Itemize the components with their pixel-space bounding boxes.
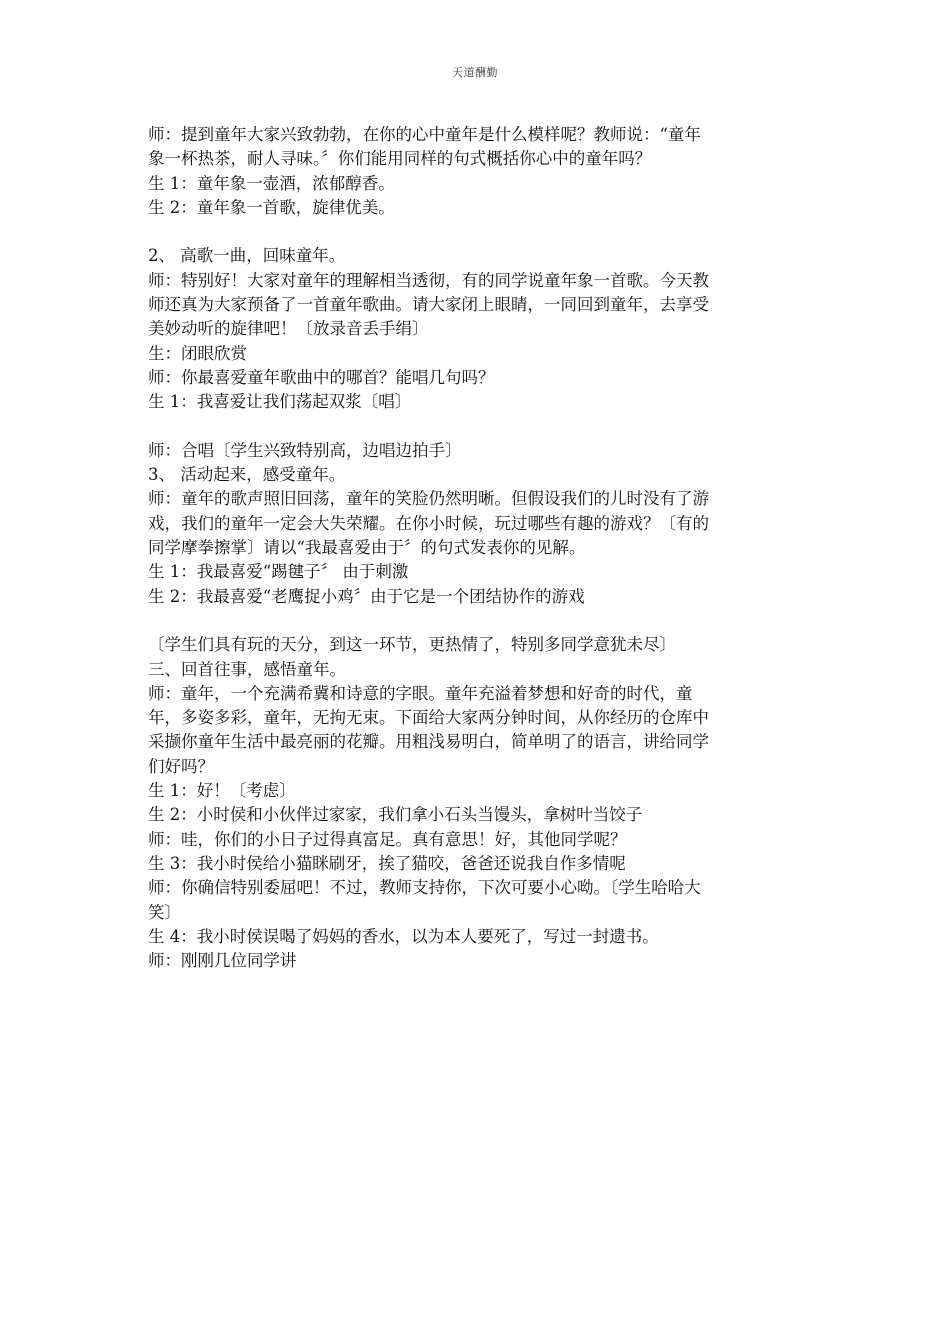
blank-line [148,415,808,439]
text-line: 戏，我们的童年一定会大失荣耀。在你小时候，玩过哪些有趣的游戏？〔有的 [148,513,709,533]
text-line: 师：你确信特别委屈吧！不过，教师支持你，下次可要小心呦。〔学生哈哈大 [148,878,701,898]
text-line: 笑〕 [148,902,181,922]
text-line: 生：闭眼欣赏 [148,343,247,363]
section-heading: 2、 高歌一曲，回味童年。 [148,246,346,266]
blank-line [148,609,808,633]
text-line: 生 1：好！〔考虑〕 [148,781,296,801]
text-line: 师：童年，一个充满希冀和诗意的字眼。童年充溢着梦想和好奇的时代，童 [148,683,693,703]
text-line: 生 2：童年象一首歌，旋律优美。 [148,197,395,217]
text-line: 师：特别好！大家对童年的理解相当透彻，有的同学说童年象一首歌。今天教 [148,270,709,290]
text-line: 生 2：小时侯和小伙伴过家家，我们拿小石头当馒头，拿树叶当饺子 [148,805,643,825]
text-line: 〔学生们具有玩的天分，到这一环节，更热情了，特别多同学意犹未尽〕 [148,635,676,655]
text-line: 师：你最喜爱童年歌曲中的哪首？能唱几句吗？ [148,367,495,387]
page-header: 天道酬勤 [452,66,498,79]
text-line: 师：刚刚几位同学讲 [148,951,297,971]
text-line: 师：提到童年大家兴致勃勃，在你的心中童年是什么模样呢？教师说：“童年 [148,125,701,144]
text-line: 师：合唱〔学生兴致特别高，边唱边拍手〕 [148,440,462,460]
text-line: 美妙动听的旋律吧！〔放录音丢手绢〕 [148,319,429,339]
text-line: 生 1：童年象一壶酒，浓郁醇香。 [148,173,395,193]
document-body [148,123,808,973]
text-line: 生 1：我最喜爱“踢毽子〞 由于刺激 [148,562,409,582]
text-line: 生 2：我最喜爱“老鹰捉小鸡〞由于它是一个团结协作的游戏 [148,586,585,606]
text-line: 年，多姿多彩，童年，无拘无束。下面给大家两分钟时间，从你经历的仓库中 [148,708,709,728]
text-line: 生 3：我小时侯给小猫眯刷牙，挨了猫咬，爸爸还说我自作多情呢 [148,853,626,873]
text-line: 同学摩拳擦掌〕请以“我最喜爱由于〞的句式发表你的见解。 [148,538,586,558]
blank-line [148,220,808,244]
text-line: 师：哇，你们的小日子过得真富足。真有意思！好，其他同学呢？ [148,829,627,849]
text-line: 师：童年的歌声照旧回荡，童年的笑脸仍然明晰。但假设我们的儿时没有了游 [148,489,709,509]
text-line: 们好吗？ [148,756,214,776]
text-line: 生 4：我小时侯误喝了妈妈的香水，以为本人要死了，写过一封遗书。 [148,926,659,946]
text-line: 生 1：我喜爱让我们荡起双浆〔唱〕 [148,392,412,412]
text-line: 师还真为大家预备了一首童年歌曲。请大家闭上眼睛，一同回到童年，去享受 [148,295,709,315]
section-heading: 3、 活动起来，感受童年。 [148,465,346,485]
text-line: 象一杯热茶，耐人寻味。〞你们能用同样的句式概括你心中的童年吗？ [148,149,652,169]
section-heading: 三、回首往事，感悟童年。 [148,659,346,679]
text-line: 采撷你童年生活中最亮丽的花瓣。用粗浅易明白，简单明了的语言，讲给同学 [148,732,709,752]
